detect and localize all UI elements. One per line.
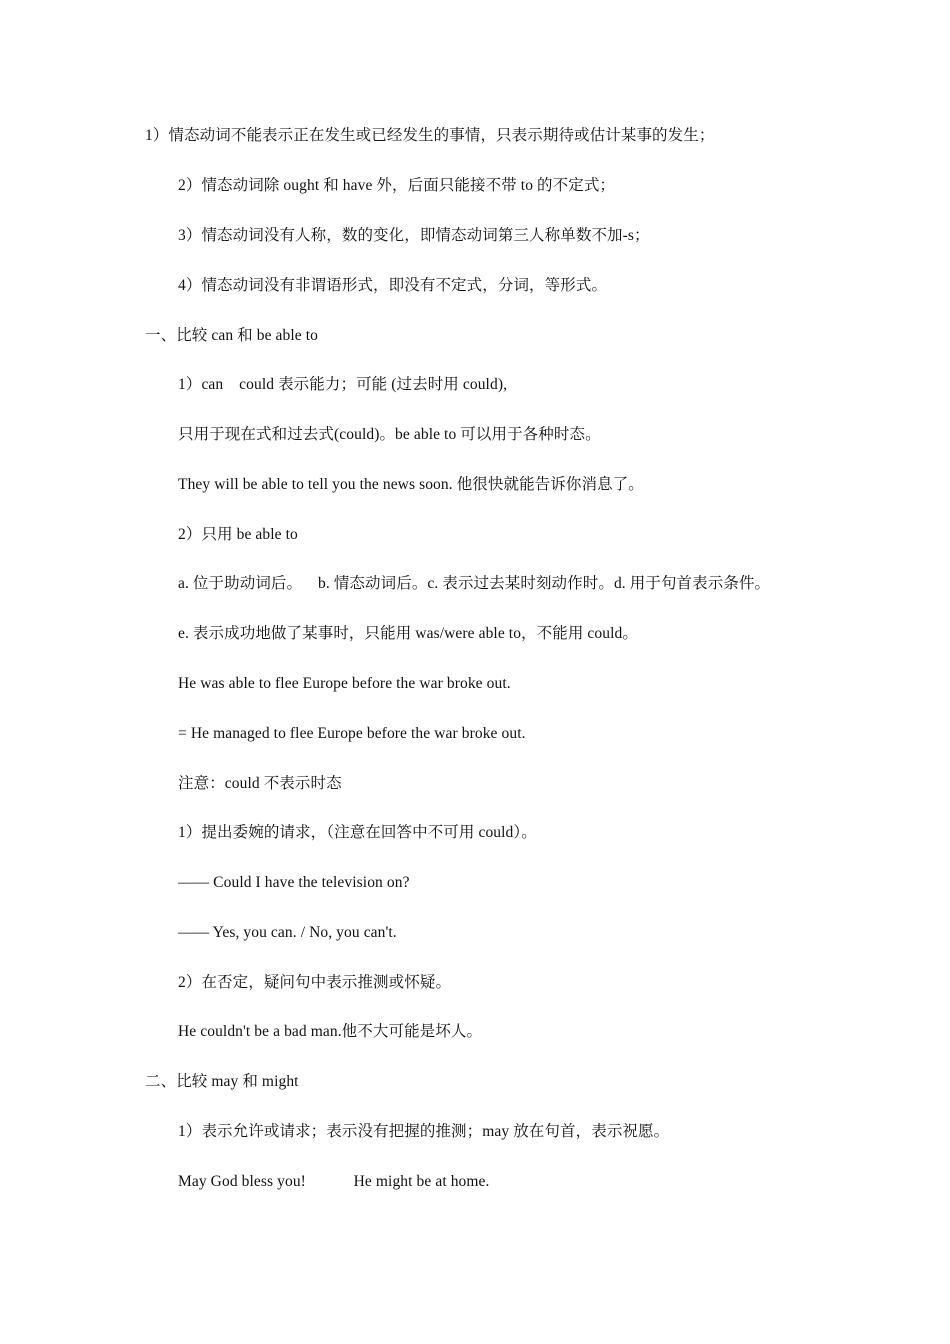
text-line: 1）情态动词不能表示正在发生或已经发生的事情，只表示期待或估计某事的发生； bbox=[145, 127, 715, 144]
text-line: 只用于现在式和过去式(could)。be able to 可以用于各种时态。 bbox=[178, 426, 601, 443]
dialogue-line: —— Yes, you can. / No, you can't. bbox=[178, 924, 397, 941]
text-line: a. 位于助动词后。 b. 情态动词后。c. 表示过去某时刻动作时。d. 用于句首表示条件。 bbox=[178, 575, 771, 592]
text-line: 2）在否定，疑问句中表示推测或怀疑。 bbox=[178, 974, 452, 991]
example-sentence: He couldn't be a bad man.他不大可能是坏人。 bbox=[178, 1023, 483, 1040]
example-sentence: He was able to flee Europe before the war broke out. bbox=[178, 675, 511, 692]
text-line: 2）只用 be able to bbox=[178, 526, 298, 543]
text-line: 2）情态动词除 ought 和 have 外，后面只能接不带 to 的不定式； bbox=[178, 177, 616, 194]
text-line: 1）can could 表示能力；可能 (过去时用 could), bbox=[178, 376, 508, 393]
text-line: e. 表示成功地做了某事时，只能用 was/were able to，不能用 could。 bbox=[178, 625, 638, 642]
example-sentence: = He managed to flee Europe before the war broke out. bbox=[178, 725, 526, 742]
dialogue-line: —— Could I have the television on? bbox=[178, 874, 410, 891]
text-line: 1）表示允许或请求；表示没有把握的推测；may 放在句首，表示祝愿。 bbox=[178, 1123, 670, 1140]
text-line: 1）提出委婉的请求，（注意在回答中不可用 could）。 bbox=[178, 824, 537, 841]
text-line: 4）情态动词没有非谓语形式，即没有不定式，分词，等形式。 bbox=[178, 277, 608, 294]
section-heading: 二、比较 may 和 might bbox=[145, 1073, 299, 1090]
example-sentence: May God bless you! He might be at home. bbox=[178, 1173, 490, 1190]
example-sentence: They will be able to tell you the news soon. 他很快就能告诉你消息了。 bbox=[178, 476, 644, 493]
section-heading: 一、比较 can 和 be able to bbox=[145, 327, 318, 344]
text-line: 3）情态动词没有人称，数的变化，即情态动词第三人称单数不加-s； bbox=[178, 227, 650, 244]
note-line: 注意：could 不表示时态 bbox=[178, 775, 342, 792]
